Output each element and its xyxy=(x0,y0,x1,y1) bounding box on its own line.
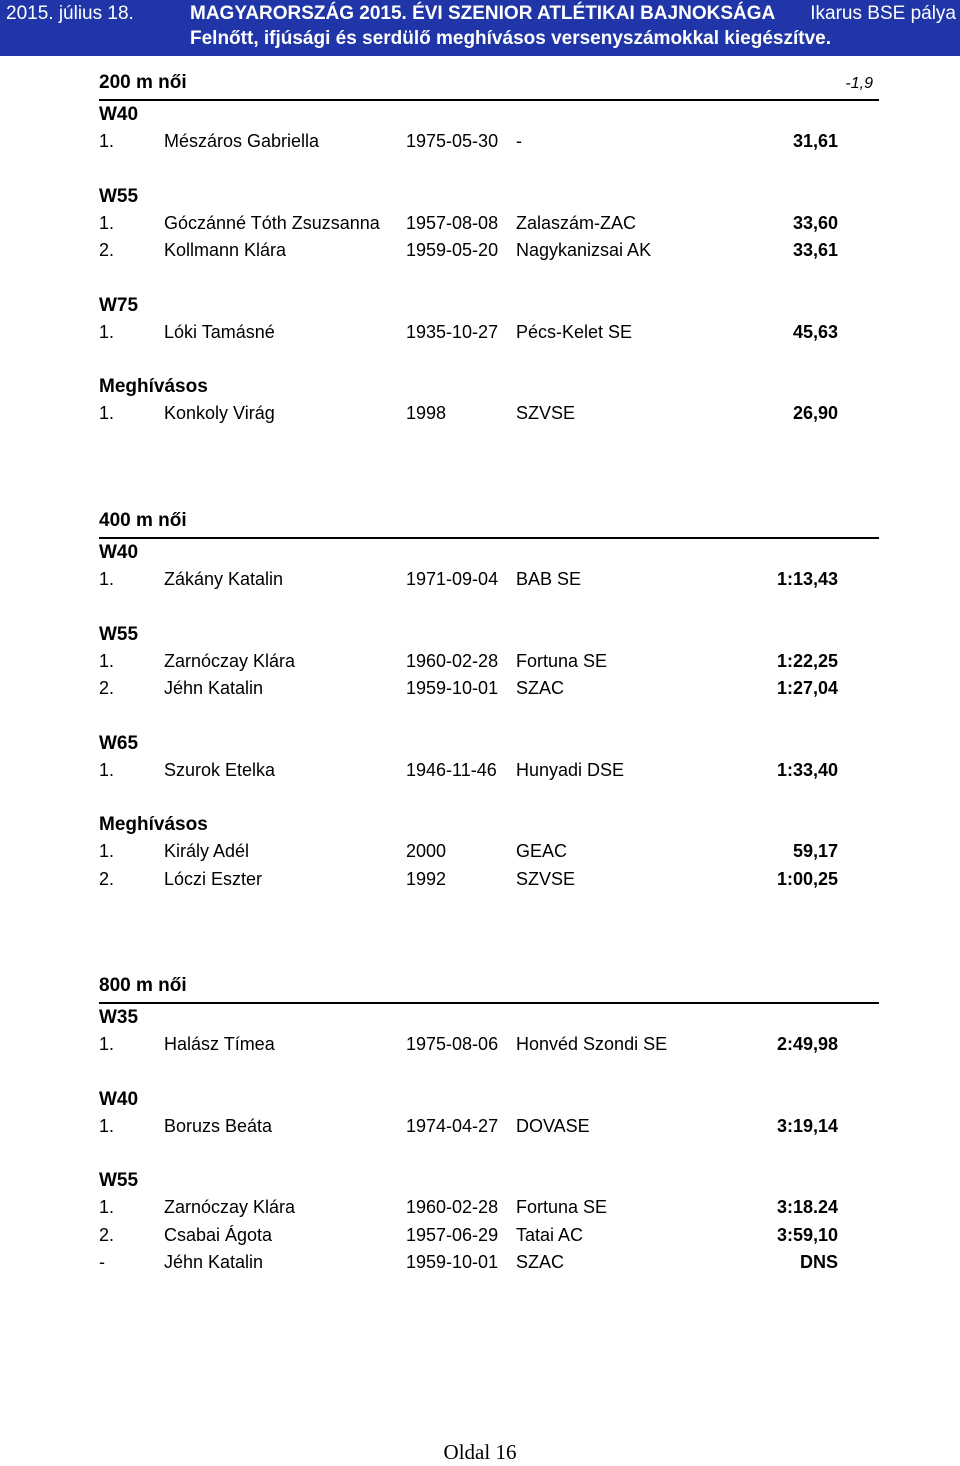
birth-date: 1974-04-27 xyxy=(406,1115,499,1136)
place: 1. xyxy=(99,1034,115,1054)
result: 33,60 xyxy=(792,212,838,233)
category-spacer xyxy=(99,703,879,730)
result-row xyxy=(99,1222,879,1250)
result: 1:00,25 xyxy=(776,868,838,889)
category-spacer xyxy=(99,594,879,621)
athlete-name: Góczánné Tóth Zsuzsanna xyxy=(164,212,380,233)
result: 1:22,25 xyxy=(776,650,838,671)
athlete-name: Csabai Ágota xyxy=(164,1224,273,1245)
place: 1. xyxy=(99,841,115,861)
header-subtitle: Felnőtt, ifjúsági és serdülő meghívásos versenyszámokkal kiegészítve. xyxy=(190,28,831,49)
result-row xyxy=(99,566,879,594)
athlete-name: Szurok Etelka xyxy=(164,759,276,780)
event-section xyxy=(99,510,879,893)
result-row xyxy=(99,757,879,785)
result: 45,63 xyxy=(792,321,838,342)
club: SZVSE xyxy=(516,868,576,889)
header-venue: Ikarus BSE pálya xyxy=(810,3,956,24)
result: 3:59,10 xyxy=(776,1224,838,1245)
result: 31,61 xyxy=(792,131,838,151)
result-row xyxy=(99,1194,879,1222)
athlete-name: Jéhn Katalin xyxy=(164,1252,264,1272)
athlete-name: Jéhn Katalin xyxy=(164,678,264,698)
club: Pécs-Kelet SE xyxy=(516,321,633,342)
event-header xyxy=(99,510,879,539)
athlete-name: Kollmann Klára xyxy=(164,240,287,260)
club: SZAC xyxy=(516,1252,565,1272)
event-section xyxy=(99,72,879,428)
result-row xyxy=(99,237,879,265)
category-label: W55 xyxy=(99,185,139,207)
club: BAB SE xyxy=(516,569,582,589)
result-row xyxy=(99,319,879,347)
athlete-name: Halász Tímea xyxy=(164,1034,275,1054)
birth-date: 1959-10-01 xyxy=(406,1252,499,1272)
birth-date: 1935-10-27 xyxy=(406,321,499,342)
result-row xyxy=(99,838,879,866)
birth-date: 1959-10-01 xyxy=(406,678,499,698)
place: 1. xyxy=(99,131,115,151)
header-date: 2015. július 18. xyxy=(6,3,134,24)
event-title: 200 m női xyxy=(99,72,187,93)
header-title: MAGYARORSZÁG 2015. ÉVI SZENIOR ATLÉTIKAI BAJNOKSÁGA xyxy=(190,3,776,24)
place: 1. xyxy=(99,1115,115,1136)
result-row xyxy=(99,400,879,428)
page-number: Oldal 16 xyxy=(443,1440,517,1464)
result-row xyxy=(99,866,879,894)
event-title: 400 m női xyxy=(99,510,187,531)
place: 2. xyxy=(99,868,115,889)
category-label: W55 xyxy=(99,623,139,645)
club: Fortuna SE xyxy=(516,1197,608,1217)
result: 3:18.24 xyxy=(776,1197,838,1217)
result: DNS xyxy=(799,1252,838,1272)
birth-date: 1971-09-04 xyxy=(406,569,499,589)
event-header xyxy=(99,72,879,101)
birth-date: 1946-11-46 xyxy=(406,759,497,780)
club: Nagykanizsai AK xyxy=(516,240,652,260)
result: 3:19,14 xyxy=(776,1115,838,1136)
club: Honvéd Szondi SE xyxy=(516,1034,668,1054)
category-spacer xyxy=(99,1059,879,1086)
category-label: W75 xyxy=(99,294,139,316)
birth-date: 1998 xyxy=(406,403,447,423)
result: 2:49,98 xyxy=(776,1034,838,1054)
category-label: Meghívásos xyxy=(99,376,208,397)
athlete-name: Mészáros Gabriella xyxy=(164,131,320,151)
athlete-name: Zarnóczay Klára xyxy=(164,1197,296,1217)
category-label: W35 xyxy=(99,1007,139,1028)
athlete-name: Zarnóczay Klára xyxy=(164,650,296,671)
athlete-name: Király Adél xyxy=(164,841,250,861)
place: - xyxy=(99,1252,105,1272)
category-spacer xyxy=(99,156,879,183)
category-spacer xyxy=(99,346,879,373)
athlete-name: Zákány Katalin xyxy=(164,569,284,589)
birth-date: 1992 xyxy=(406,868,447,889)
club: GEAC xyxy=(516,841,568,861)
event-header xyxy=(99,975,879,1004)
event-title: 800 m női xyxy=(99,975,187,996)
event-section xyxy=(99,975,879,1277)
place: 1. xyxy=(99,212,115,233)
result-row xyxy=(99,648,879,676)
result-row xyxy=(99,1249,879,1277)
result: 33,61 xyxy=(792,240,838,260)
place: 2. xyxy=(99,240,115,260)
club: Tatai AC xyxy=(516,1224,584,1245)
athlete-name: Boruzs Beáta xyxy=(164,1115,273,1136)
club: SZVSE xyxy=(516,403,576,423)
result: 1:13,43 xyxy=(776,569,838,589)
birth-date: 1959-05-20 xyxy=(406,240,499,260)
category-spacer xyxy=(99,265,879,292)
club: Zalaszám-ZAC xyxy=(516,212,637,233)
place: 2. xyxy=(99,1224,115,1245)
club: Hunyadi DSE xyxy=(516,759,625,780)
club: DOVASE xyxy=(516,1115,590,1136)
place: 1. xyxy=(99,569,115,589)
athlete-name: Konkoly Virág xyxy=(164,403,275,423)
result-row xyxy=(99,675,879,703)
category-label: W40 xyxy=(99,542,139,563)
club: - xyxy=(516,131,522,151)
place: 2. xyxy=(99,678,115,698)
result-row xyxy=(99,1031,879,1059)
birth-date: 1975-08-06 xyxy=(406,1034,499,1054)
result: 1:33,40 xyxy=(776,759,838,780)
birth-date: 1957-08-08 xyxy=(406,212,499,233)
result: 26,90 xyxy=(792,403,838,423)
birth-date: 1975-05-30 xyxy=(406,131,499,151)
birth-date: 1960-02-28 xyxy=(406,650,499,671)
athlete-name: Lóki Tamásné xyxy=(164,321,275,342)
wind-reading: -1,9 xyxy=(845,75,873,92)
place: 1. xyxy=(99,321,115,342)
category-spacer xyxy=(99,1140,879,1167)
category-label: W40 xyxy=(99,104,139,125)
category-spacer xyxy=(99,784,879,811)
club: Fortuna SE xyxy=(516,650,608,671)
birth-date: 1960-02-28 xyxy=(406,1197,499,1217)
result-row xyxy=(99,128,879,156)
birth-date: 2000 xyxy=(406,841,447,861)
athlete-name: Lóczi Eszter xyxy=(164,868,263,889)
place: 1. xyxy=(99,650,115,671)
result-row xyxy=(99,1113,879,1141)
result: 1:27,04 xyxy=(776,678,838,698)
place: 1. xyxy=(99,1197,115,1217)
category-label: W55 xyxy=(99,1170,139,1191)
place: 1. xyxy=(99,759,115,780)
page-header xyxy=(0,0,960,56)
birth-date: 1957-06-29 xyxy=(406,1224,499,1245)
category-label: W40 xyxy=(99,1088,139,1110)
club: SZAC xyxy=(516,678,565,698)
result-row xyxy=(99,210,879,238)
place: 1. xyxy=(99,403,115,423)
category-label: W65 xyxy=(99,732,139,754)
result: 59,17 xyxy=(792,841,838,861)
category-label: Meghívásos xyxy=(99,814,208,835)
